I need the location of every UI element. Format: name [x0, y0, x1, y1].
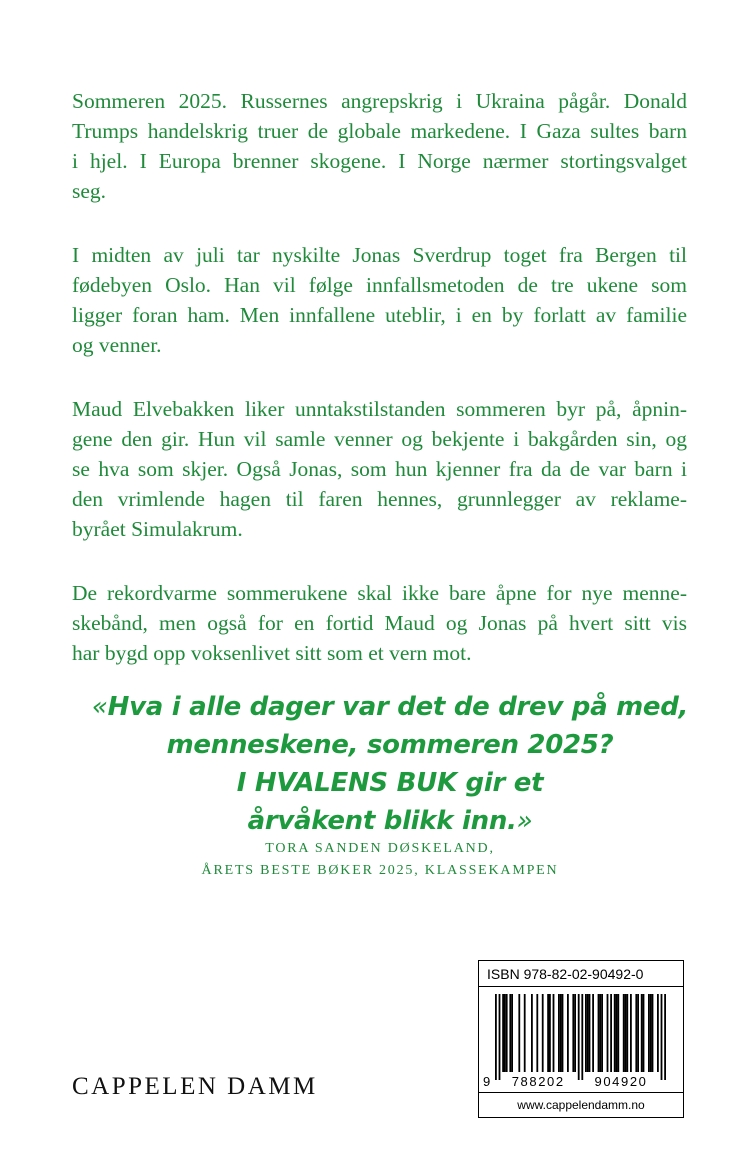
barcode-bar	[560, 994, 562, 1072]
open-guillemet: «	[91, 692, 108, 722]
blurb-line: og venner.	[72, 333, 162, 357]
barcode-bar	[587, 994, 589, 1072]
barcode-bar	[626, 994, 628, 1072]
blurb-paragraph-2	[72, 240, 687, 360]
barcode-bar	[572, 994, 574, 1072]
barcode-bar	[585, 994, 587, 1072]
blurb-line: De rekordvarme sommerukene skal ikke bare åpne for nye menne-	[72, 581, 687, 605]
barcode-bar	[607, 994, 609, 1072]
barcode-bar	[547, 994, 549, 1072]
barcode-bar	[664, 994, 666, 1080]
barcode-bar	[567, 994, 569, 1072]
quote-line	[90, 688, 690, 726]
blurb-line: skebånd, men også for en fortid Maud og Jonas på hvert sitt vis	[72, 611, 687, 635]
barcode-graphic	[479, 988, 683, 1092]
attribution-line: ÅRETS BESTE BØKER 2025, KLASSEKAMPEN	[201, 863, 559, 878]
barcode-bar	[657, 994, 659, 1072]
blurb-paragraph-1	[72, 86, 687, 206]
barcode-bar	[536, 994, 538, 1072]
barcode-bar	[506, 994, 508, 1072]
barcode-bar	[509, 994, 511, 1072]
barcode-bar	[511, 994, 513, 1072]
barcode-bar	[524, 994, 526, 1072]
barcode-bar	[589, 994, 591, 1072]
barcode-bar	[531, 994, 533, 1072]
quote-line: menneskene, sommeren 2025?	[166, 730, 614, 760]
close-guillemet: »	[516, 806, 533, 836]
barcode-bar	[661, 994, 663, 1080]
blurb-line: ligger foran ham. Men innfallene uteblir, i en by forlatt av familie	[72, 303, 687, 327]
barcode-digits: 9	[483, 1074, 492, 1089]
barcode-bar	[518, 994, 520, 1072]
barcode	[479, 988, 683, 1092]
barcode-bar	[616, 994, 618, 1072]
isbn-label: ISBN 978-82-02-90492-0	[479, 961, 683, 987]
publisher-logo: CAPPELEN DAMM	[72, 1073, 318, 1100]
blurb-line: den vrimlende hagen til faren hennes, grunnlegger av reklame-	[72, 487, 687, 511]
barcode-bar	[643, 994, 645, 1072]
barcode-bar	[637, 994, 639, 1072]
barcode-bar	[610, 994, 612, 1072]
blurb-line: i hjel. I Europa brenner skogene. I Norge nærmer stortingsvalget	[72, 149, 687, 173]
blurb-line: Sommeren 2025. Russernes angrepskrig i Ukraina pågår. Donald	[72, 89, 687, 113]
isbn-barcode-box	[478, 960, 684, 1118]
quote-line	[90, 802, 690, 840]
barcode-bar	[558, 994, 560, 1072]
blurb-line: gene den gir. Hun vil samle venner og bekjente i bakgården sin, og	[72, 427, 687, 451]
barcode-bar	[601, 994, 603, 1072]
attribution-line: TORA SANDEN DØSKELAND,	[265, 841, 495, 856]
blurb-line: Maud Elvebakken liker unntakstilstanden sommeren byr på, åpnin-	[72, 397, 687, 421]
barcode-bar	[641, 994, 643, 1072]
blurb-line: har bygd opp voksenlivet sitt som et vern mot.	[72, 641, 472, 665]
barcode-bar	[499, 994, 501, 1080]
barcode-bar	[581, 994, 583, 1080]
blurb-line: fødebyen Oslo. Han vil følge innfallsmetoden de tre ukene som	[72, 273, 687, 297]
quote-line-text: årvåkent blikk inn.	[247, 806, 517, 836]
quote-line-text: Hva i alle dager var det de drev på med,	[107, 692, 689, 722]
barcode-bar	[625, 994, 627, 1072]
blurb-line: byrået Simulakrum.	[72, 517, 243, 541]
quote-line: I HVALENS BUK gir et	[236, 768, 544, 798]
barcode-bar	[502, 994, 504, 1072]
barcode-bar	[549, 994, 551, 1072]
barcode-bar	[648, 994, 650, 1072]
barcode-bar	[617, 994, 619, 1072]
barcode-bar	[630, 994, 632, 1072]
barcode-bar	[562, 994, 564, 1072]
blurb-line: seg.	[72, 179, 107, 203]
quote-attribution	[150, 838, 610, 882]
review-quote	[90, 688, 690, 840]
barcode-digits: 788202	[511, 1074, 565, 1089]
blurb-line: Trumps handelskrig truer de globale markedene. I Gaza sultes barn	[72, 119, 687, 143]
barcode-bar	[542, 994, 544, 1072]
barcode-bar	[578, 994, 580, 1080]
barcode-bar	[652, 994, 654, 1072]
barcode-bar	[599, 994, 601, 1072]
barcode-bar	[504, 994, 506, 1072]
barcode-bar	[553, 994, 555, 1072]
barcode-bar	[650, 994, 652, 1072]
barcode-bar	[495, 994, 497, 1080]
barcode-bar	[574, 994, 576, 1072]
barcode-bar	[635, 994, 637, 1072]
blurb-paragraph-4	[72, 578, 687, 668]
blurb-paragraph-3	[72, 394, 687, 544]
blurb-line: I midten av juli tar nyskilte Jonas Sverdrup toget fra Bergen til	[72, 243, 687, 267]
barcode-bar	[598, 994, 600, 1072]
barcode-bar	[623, 994, 625, 1072]
barcode-bar	[592, 994, 594, 1072]
publisher-url: www.cappelendamm.no	[479, 1092, 683, 1117]
blurb-line: se hva som skjer. Også Jonas, som hun kjenner fra da de var barn i	[72, 457, 687, 481]
blurb-text	[72, 86, 687, 702]
barcode-digits: 904920	[594, 1074, 648, 1089]
barcode-bar	[614, 994, 616, 1072]
